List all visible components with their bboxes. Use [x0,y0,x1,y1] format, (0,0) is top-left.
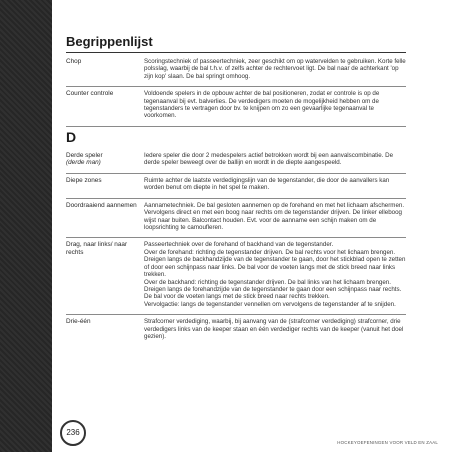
glossary-entry-derde-speler [66,149,406,167]
glossary-entry-drag [66,237,406,308]
page-gutter [52,0,66,452]
definition-line: Passeertechniek over de forehand of backhand van de tegenstander. [144,241,334,249]
entry-term: Doordraaiend aannemen [66,201,137,209]
definition-line: Over de forehand: richting de tegenstander drijven. De bal rechts voor het lichaam brengen. Dreigen langs de backhandzijde van de tegenstander te gaan, door het stickblad open te zetten of door een schijnpass naar links. De bal voor de voeten langs met de stick breed naar links trekken. [144,248,406,279]
glossary-entry-doordraaiend-aannemen [66,198,406,232]
page-number: 236 [60,420,86,446]
glossary-entry-drie-een [66,314,406,340]
glossary-content [66,58,406,346]
entry-definition: Strafcorner verdediging, waarbij, bij aanvang van de (strafcorner verdediging) strafcorner, drie verdedigers links van de keeper staan en één verdediger rechts van de keeper (vanuit het doel gezien). [144,318,404,340]
section-letter: D [66,126,406,145]
glossary-entry-diepe-zones [66,173,406,192]
entry-definition: Voldoende spelers in de opbouw achter de bal positioneren, zodat er controle is op de tegenaanval bij evt. balverlies. De verdedigers moeten de mogelijkheid hebben om de tegenstanders te vertragen door bv. te knijpen om zo een gevaarlijke tegenaanval te voorkomen. [144,90,380,120]
definition-line: Over de backhand: richting de tegenstander drijven. De bal links van het lichaam brengen. Dreigen langs de forehandzijde van de tegenstander te gaan door een schijnpass naar rechts. De bal voor de voeten langs met de stick breed naar rechts trekken. [144,278,402,301]
entry-term-sub: (derde man) [66,159,101,167]
entry-term: Diepe zones [66,177,102,185]
entry-term: Drag, naar links/ naar rechts [66,241,128,257]
entry-definition: Scoringstechniek of passeertechniek, zeer geschikt om op watervelden te gebruiken. Korte felle polsslag, waarbij de bal t.h.v. of zelfs achter de rechtervoet ligt. De bal naar de achterkant 'op zijn kop' slaan. De bal springt omhoog. [144,58,406,80]
entry-definition: Ruimte achter de laatste verdedigingslijn van de tegenstander, die door de aanvallers kan worden benut om diepte in het spel te maken. [144,177,390,192]
glossary-entry-counter-controle [66,86,406,120]
glossary-entry-chop [66,58,406,80]
page-title: Begrippenlijst [66,34,406,53]
definition-line: Vervolgactie: langs de tegenstander vennellen om vervolgens de tegenstander af te snijden. [144,300,396,308]
running-footer: HOCKEYOEFENINGEN VOOR VELD EN ZAAL [337,440,438,445]
entry-term: Counter controle [66,90,114,98]
entry-term: Drie-één [66,318,91,326]
entry-definition: Iedere speler die door 2 medespelers actief betrokken wordt bij een aanvalscombinatie. De derde speler beweegt over de ballijn en wordt in de diepte aangespeeld. [144,151,394,167]
entry-term [66,152,144,167]
entry-term-main: Derde speler [66,151,103,159]
entry-definition [144,241,406,308]
left-page-band [0,0,52,452]
entry-term: Chop [66,58,82,65]
entry-definition: Aannametechniek. De bal gesloten aannemen op de forehand en met het lichaam afschermen. Vervolgens direct en met een boog naar rechts om de tegenstander drijven. De linker elleboog wijst naar buiten. Balcontact houden. Evt. voor de aanname een schijn maken om de loopsrichting te camoufleren. [144,201,405,232]
